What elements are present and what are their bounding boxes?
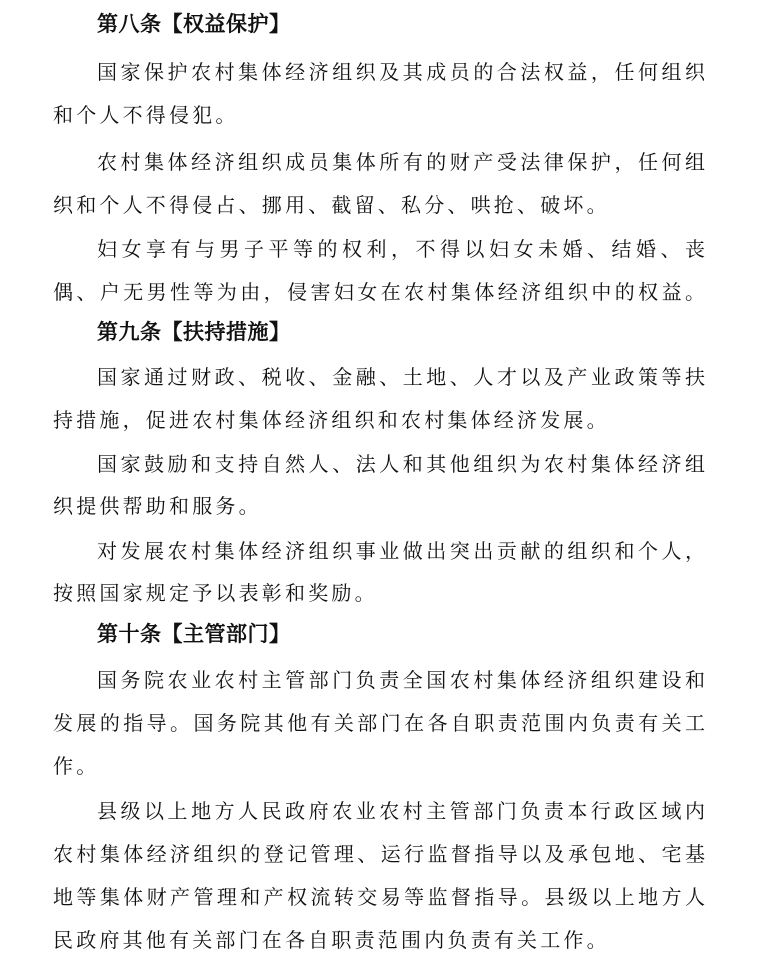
article-10-para-2-line-1: 县级以上地方人民政府农业农村主管部门负责本行政区域内 (97, 799, 705, 823)
article-8-para-3-line-2: 偶、户无男性等为由，侵害妇女在农村集体经济组织中的权益。 (53, 280, 705, 304)
article-8-para-1-line-2: 和个人不得侵犯。 (53, 103, 239, 127)
article-9-para-3-line-1: 对发展农村集体经济组织事业做出突出贡献的组织和个人， (97, 539, 705, 563)
article-10-para-2-line-2: 农村集体经济组织的登记管理、运行监督指导以及承包地、宅基 (53, 842, 705, 866)
article-9-para-1-line-1: 国家通过财政、税收、金融、土地、人才以及产业政策等扶 (97, 365, 705, 389)
article-10-para-1-line-1: 国务院农业农村主管部门负责全国农村集体经济组织建设和 (97, 668, 705, 692)
article-9-para-3-line-2: 按照国家规定予以表彰和奖励。 (53, 581, 378, 605)
article-9-para-2-line-1: 国家鼓励和支持自然人、法人和其他组织为农村集体经济组 (97, 452, 705, 476)
article-9-para-2-line-2: 织提供帮助和服务。 (53, 494, 262, 518)
article-10-para-2-line-4: 民政府其他有关部门在各自职责范围内负责有关工作。 (53, 928, 610, 952)
article-8-para-2-line-2: 织和个人不得侵占、挪用、截留、私分、哄抢、破坏。 (53, 193, 610, 217)
article-10-heading: 第十条【主管部门】 (97, 622, 291, 646)
article-9-heading: 第九条【扶持措施】 (97, 320, 291, 344)
article-10-para-2-line-3: 地等集体财产管理和产权流转交易等监督指导。县级以上地方人 (53, 885, 705, 909)
article-8-para-2-line-1: 农村集体经济组织成员集体所有的财产受法律保护，任何组 (97, 150, 705, 174)
article-8-heading: 第八条【权益保护】 (97, 12, 291, 36)
article-8-para-3-line-1: 妇女享有与男子平等的权利，不得以妇女未婚、结婚、丧 (97, 237, 705, 261)
article-10-para-1-line-3: 作。 (53, 754, 100, 778)
article-8-para-1-line-1: 国家保护农村集体经济组织及其成员的合法权益，任何组织 (97, 60, 705, 84)
article-9-para-1-line-2: 持措施，促进农村集体经济组织和农村集体经济发展。 (53, 408, 610, 432)
article-10-para-1-line-2: 发展的指导。国务院其他有关部门在各自职责范围内负责有关工 (53, 711, 705, 735)
